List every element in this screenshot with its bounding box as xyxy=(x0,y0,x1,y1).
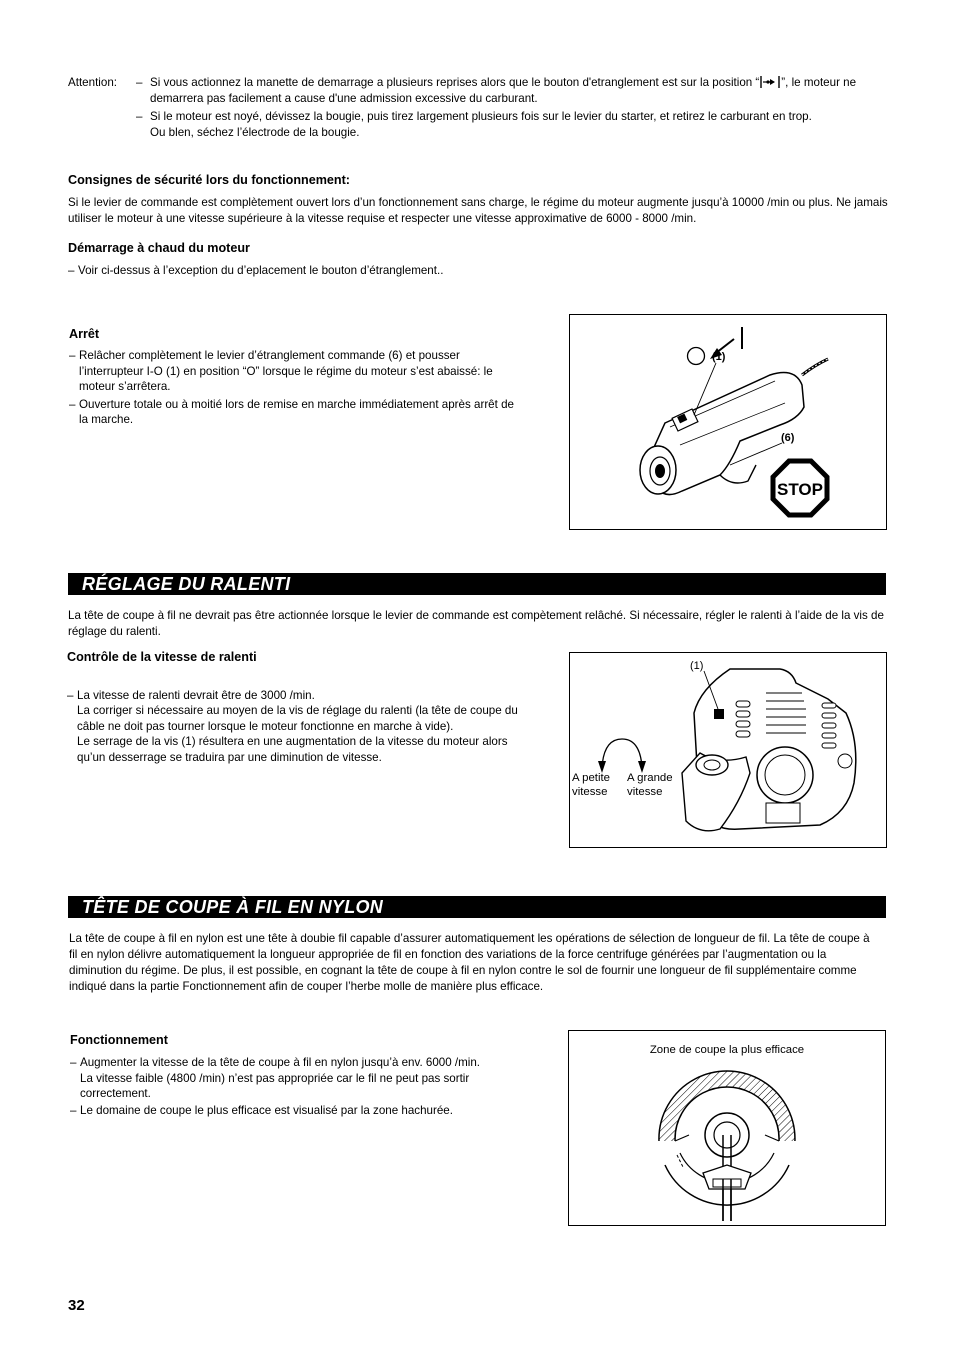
attention-label: Attention: xyxy=(68,76,117,89)
choke-closed-icon xyxy=(759,75,781,89)
nylon-intro: La tête de coupe à fil en nylon est une tête à doubie fil capable d’assurer automatiquement les opérations de sélection de longueur de fil. La tête de coupe à fil en nylon délivre automatiquement la longueur appropriée de fil en fonction des variations de la force centrifuge générées par l’augmentation ou la diminution du régime. De plus, il est possible, en cognant la tête de coupe à fil en nylon contre le sol de fournir une longueur de fil supplémentaire comme indiqué dans la partie Fonctionnement afin de couper l’herbe molle de manière plus efficace. xyxy=(69,932,870,993)
nylon-subtitle: Fonctionnement xyxy=(70,1033,168,1047)
stop-item-1: – Relâcher complètement le levier d’étranglement commande (6) et pousser l’interrupteur I-O (1) en position “O” lorsque le régime du moteur s’est abaissé: le moteur s’arrêtera. xyxy=(69,349,493,393)
idle-item-line1: La vitesse de ralenti devrait être de 3000 /min. xyxy=(77,688,315,702)
idle-item: – La vitesse de ralenti devrait être de 3000 /min. La corriger si nécessaire au moyen de la vis de réglage du ralenti (la tête de coupe du câble ne doit pas tourner lorsque le moteur fonctionne en marche à vide). Le serrage de la vis (1) résultera en une augmentation de la vitesse du moteur alors qu’un desserrage se traduira par une diminution de vitesse. xyxy=(67,688,533,766)
stop-title: Arrêt xyxy=(69,327,100,341)
throttle-handle-illustration xyxy=(570,315,886,529)
nylon-figure-caption: Zone de coupe la plus efficace xyxy=(649,1044,805,1056)
warm-start-item: – Voir ci-dessus à l’exception du d’eplacement le bouton d’étranglement.. xyxy=(68,264,444,277)
attention-item-1-text-b: ”, le moteur ne demarrera pas facilement a cause d'une admission excessive du carburant. xyxy=(150,76,857,105)
attention-item-2-line1: Si le moteur est noyé, dévissez la bougie, puis tirez largement plusieurs fois sur le levier du starter, et retirez le carburant en trop. xyxy=(150,110,812,123)
stop-sign-label: STOP xyxy=(777,480,823,499)
attention-item-2: – Si le moteur est noyé, dévissez la bougie, puis tirez largement plusieurs fois sur le levier du starter, et retirez le carburant en trop. Ou blen, séchez l’électrode de la bougie. xyxy=(136,109,888,140)
attention-item-2-line2: Ou blen, séchez l’électrode de la bougie. xyxy=(150,125,360,139)
attention-item-1: – Si vous actionnez la manette de demarrage a plusieurs reprises alors que le bouton d'etranglement est sur la position “ ”, le moteur ne demarrera pas facilement a cause d'une admission excessive du carburant. xyxy=(136,76,857,105)
stop-item-2: – Ouverture totale ou à moitié lors de remise en marche immédiatement après arrêt de la marche. xyxy=(69,397,514,426)
warm-start-title: Démarrage à chaud du moteur xyxy=(68,241,250,255)
engine-illustration xyxy=(570,653,886,847)
stop-list xyxy=(69,348,519,428)
idle-low-speed-label: A petite vitesse xyxy=(572,772,610,798)
attention-list xyxy=(136,75,888,140)
stop-figure-label-6: (6) xyxy=(781,432,795,444)
idle-subtitle: Contrôle de la vitesse de ralenti xyxy=(67,650,257,664)
attention-item-1-text-a: Si vous actionnez la manette de demarrage a plusieurs reprises alors que le bouton d'etranglement est sur la position “ xyxy=(150,76,760,89)
nylon-item-2: – Le domaine de coupe le plus efficace est visualisé par la zone hachurée. xyxy=(70,1103,453,1117)
idle-banner: RÉGLAGE DU RALENTI xyxy=(68,573,886,595)
idle-item-line3: Le serrage de la vis (1) résultera en une augmentation de la vitesse du moteur alors qu’un desserrage se traduira par une diminution de vitesse. xyxy=(77,735,508,764)
stop-figure-label-1: (1) xyxy=(712,351,726,363)
idle-intro: La tête de coupe à fil ne devrait pas être actionnée lorsque le levier de commande est compètement relâché. Si nécessaire, régler le ralenti à l’aide de la vis de réglage du ralenti. xyxy=(68,609,884,638)
safety-text: Si le levier de commande est complètement ouvert lors d’un fonctionnement sans charge, le régime du moteur augmente jusqu’à 10000 /min ou plus. Ne jamais utiliser le moteur à une vitesse supérieure à la vitesse requise et respecter une vitesse approximative de 6000 - 8000 /min. xyxy=(68,196,888,225)
safety-title: Consignes de sécurité lors du fonctionnement: xyxy=(68,173,350,187)
idle-high-speed-label: A grande vitesse xyxy=(627,772,673,798)
idle-figure-label-1: (1) xyxy=(690,660,704,672)
nylon-list xyxy=(70,1055,530,1118)
nylon-item-1: – Augmenter la vitesse de la tête de coupe à fil en nylon jusqu’à env. 6000 /min. La vitesse faible (4800 /min) n’est pas appropriée car le fil ne peut pas sortir correctement. xyxy=(70,1056,481,1100)
nylon-figure xyxy=(568,1030,886,1226)
stop-figure xyxy=(569,314,887,530)
nylon-banner: TÊTE DE COUPE À FIL EN NYLON xyxy=(68,896,886,918)
idle-figure xyxy=(569,652,887,848)
idle-item-line2: La corriger si nécessaire au moyen de la vis de réglage du ralenti (la tête de coupe du câble ne doit pas tourner lorsque le moteur fonctionne en marche à vide). xyxy=(77,704,518,733)
cutting-zone-illustration xyxy=(569,1031,885,1225)
page-number: 32 xyxy=(68,1297,85,1314)
